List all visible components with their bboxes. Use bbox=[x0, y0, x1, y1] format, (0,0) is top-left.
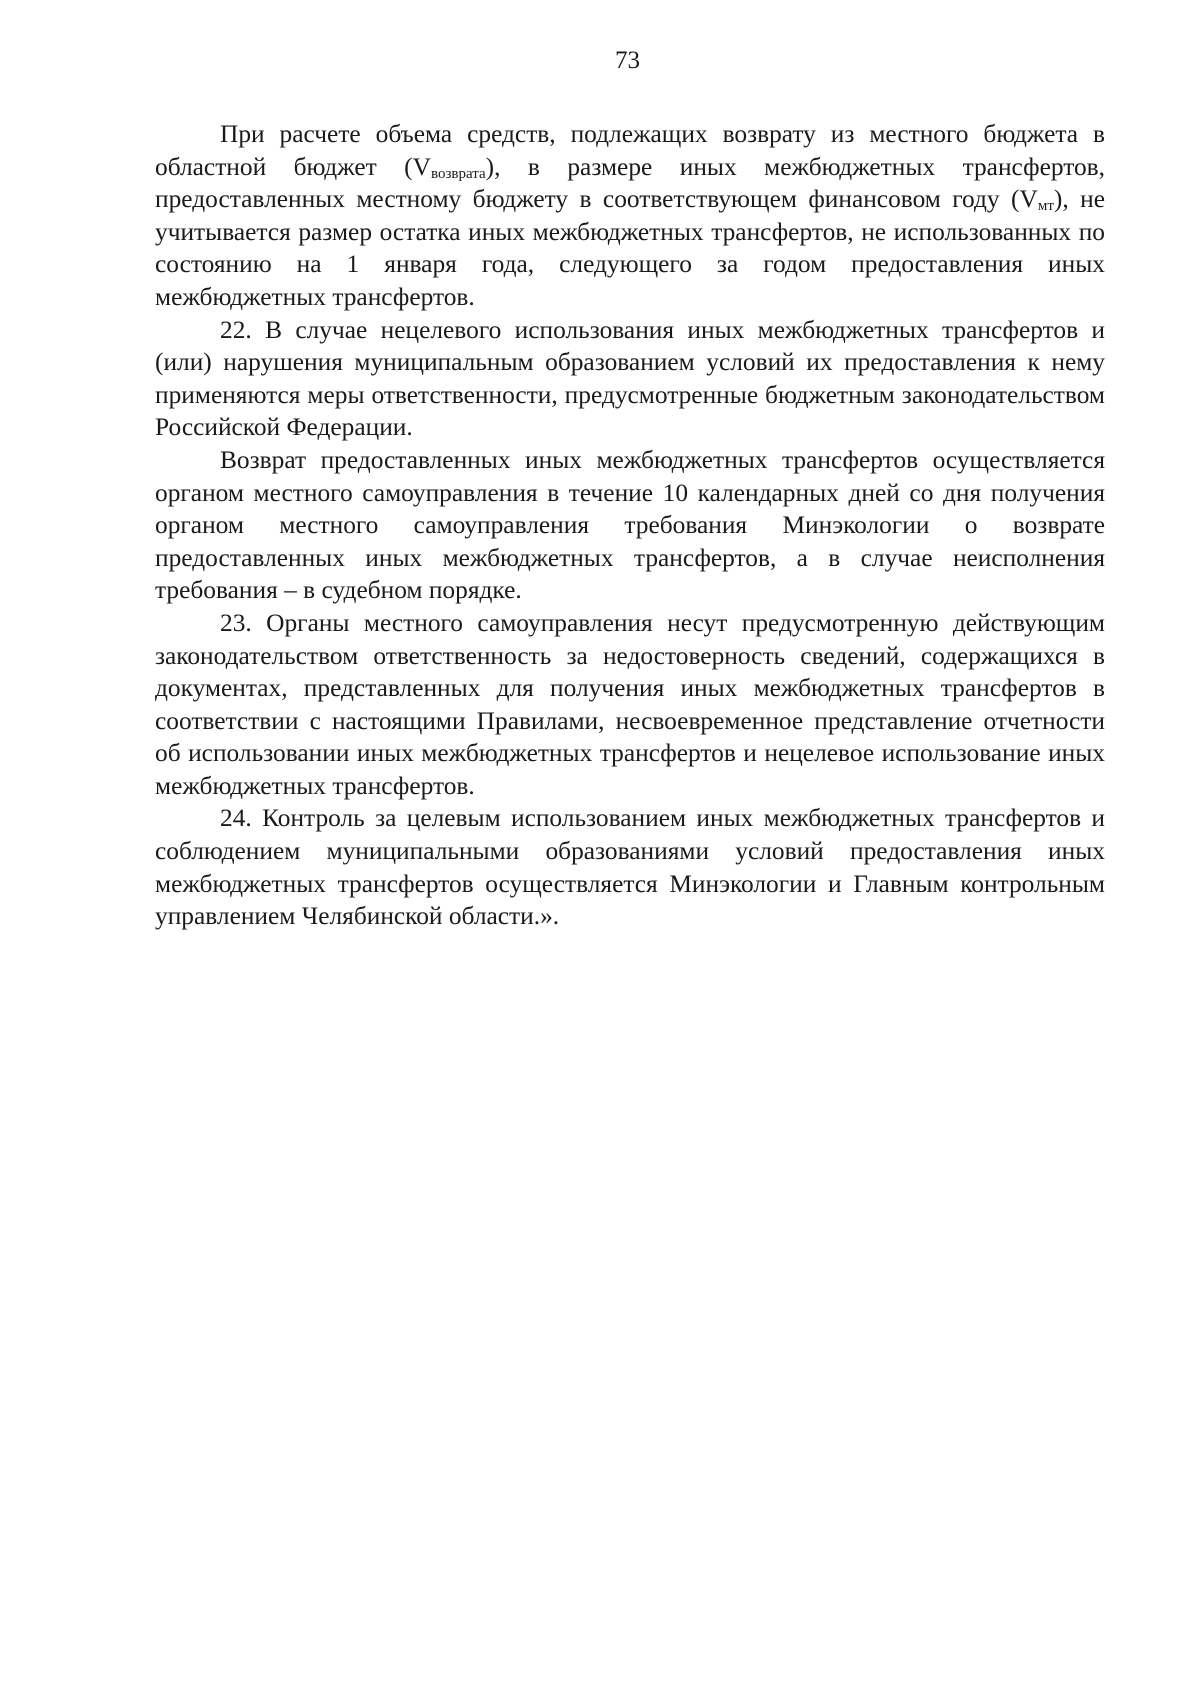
paragraph-item-23: 23. Органы местного самоуправления несут предусмотренную действующим законодательством ответственность за недостоверность сведений, содержащихся в документах, представленных для получения иных межбюджетных трансфертов в соответствии с настоящими Правилами, несвоевременное представление отчетности об использовании иных межбюджетных трансфертов и нецелевое использование иных межбюджетных трансфертов. bbox=[155, 608, 1105, 800]
document-body bbox=[155, 118, 1105, 933]
paragraph-return-procedure: Возврат предоставленных иных межбюджетных трансфертов осуществляется органом местного самоуправления в течение 10 календарных дней со дня получения органом местного самоуправления требования Минэкологии о возврате предоставленных иных межбюджетных трансфертов, а в случае неисполнения требования – в судебном порядке. bbox=[155, 445, 1105, 605]
formula-subscript: возврата bbox=[430, 165, 486, 182]
paragraph-text: ), в размере иных межбюджетных трансфертов, предоставленных местному бюджету в соответствующем финансовом году ( bbox=[155, 152, 1105, 214]
paragraph-item-24: 24. Контроль за целевым использованием иных межбюджетных трансфертов и соблюдением муниципальными образованиями условий предоставления иных межбюджетных трансфертов осуществляется Минэкологии и Главным контрольным управлением Челябинской области.». bbox=[155, 804, 1105, 931]
page-number: 73 bbox=[615, 47, 640, 74]
paragraph-text: ), не учитывается размер остатка иных межбюджетных трансфертов, не использованных по состоянию на 1 января года, следующего за годом предоставления иных межбюджетных трансфертов. bbox=[155, 185, 1105, 311]
paragraph-item-22: 22. В случае нецелевого использования иных межбюджетных трансфертов и (или) нарушения муниципальным образованием условий их предоставления к нему применяются меры ответственности, предусмотренные бюджетным законодательством Российской Федерации. bbox=[155, 315, 1105, 442]
formula-subscript: мт bbox=[1037, 198, 1054, 215]
formula-variable: V bbox=[412, 152, 431, 181]
paragraph-text: При расчете объема средств, подлежащих возврату из местного бюджета в областной бюджет ( bbox=[155, 120, 1105, 181]
paragraph-return-calculation bbox=[155, 118, 1105, 314]
formula-variable: V bbox=[1019, 185, 1038, 214]
